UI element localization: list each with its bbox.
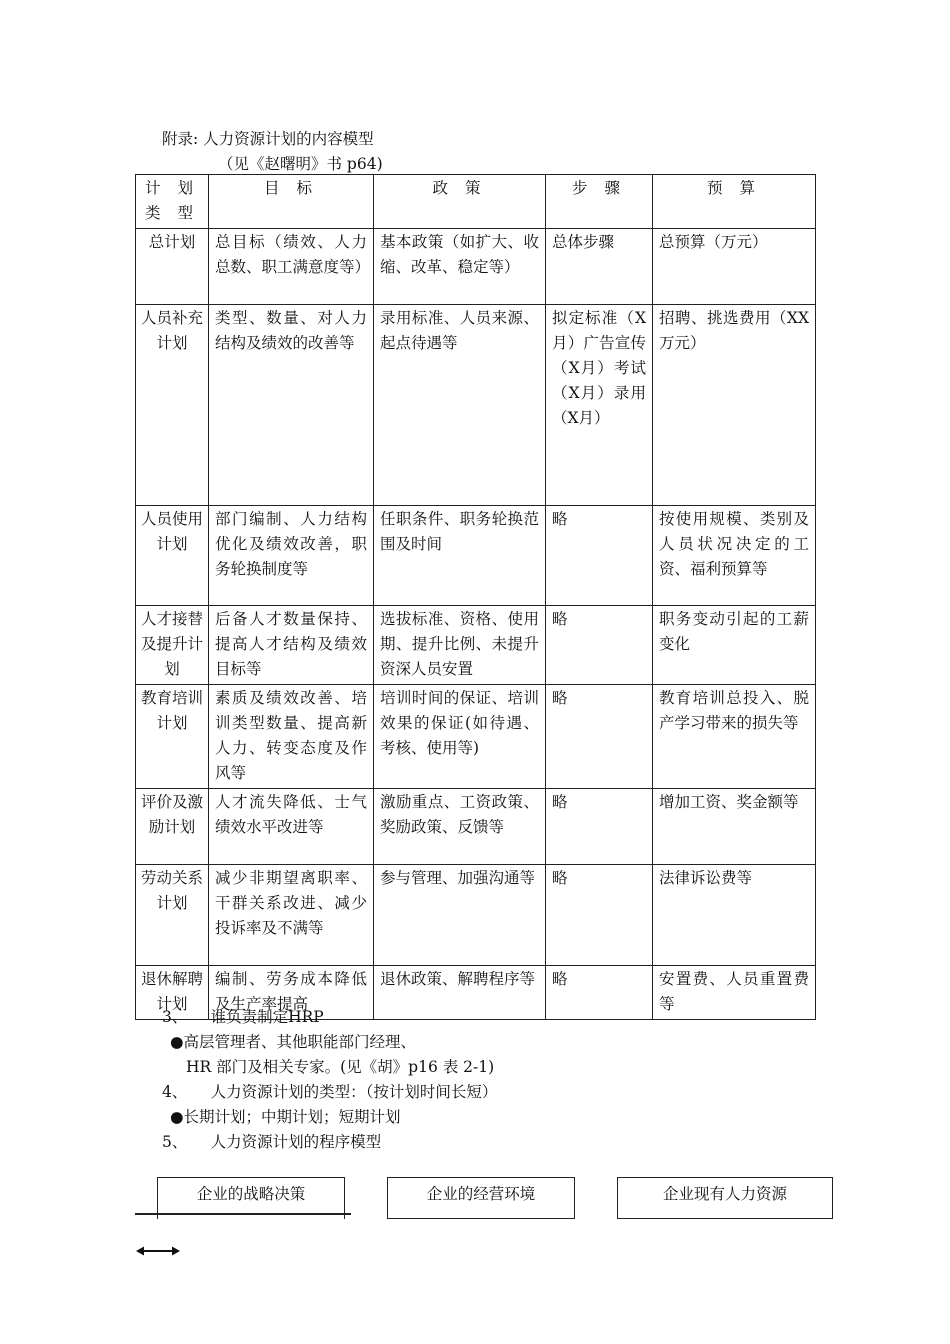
- cell-budget: 招聘、挑选费用（XX万元）: [653, 305, 816, 506]
- cell-policy: 基本政策（如扩大、收缩、改革、稳定等）: [374, 229, 546, 305]
- flow-box-current-hr: 企业现有人力资源: [617, 1177, 833, 1219]
- cell-budget: 教育培训总投入、脱产学习带来的损失等: [653, 685, 816, 789]
- cell-policy: 参与管理、加强沟通等: [374, 865, 546, 966]
- cell-policy: 培训时间的保证、培训效果的保证(如待遇、考核、使用等): [374, 685, 546, 789]
- header-goal: 目 标: [209, 175, 374, 229]
- flow-box-strategy: 企业的战略决策: [157, 1177, 345, 1219]
- cell-policy: 任职条件、职务轮换范围及时间: [374, 506, 546, 606]
- table-row: [136, 789, 816, 865]
- cell-steps: 略: [546, 865, 653, 966]
- cell-steps: 略: [546, 685, 653, 789]
- header-steps: 步 骤: [546, 175, 653, 229]
- cell-budget: 总预算（万元）: [653, 229, 816, 305]
- table-row: [136, 685, 816, 789]
- section-5-heading: 5、 人力资源计划的程序模型: [162, 1133, 382, 1151]
- cell-policy: 录用标准、人员来源、起点待遇等: [374, 305, 546, 506]
- plan-content-table: [135, 174, 816, 1020]
- doc-title: 附录: 人力资源计划的内容模型: [162, 130, 374, 148]
- cell-policy: 激励重点、工资政策、奖励政策、反馈等: [374, 789, 546, 865]
- cell-steps: 略: [546, 506, 653, 606]
- cell-goal: 总目标（绩效、人力总数、职工满意度等）: [209, 229, 374, 305]
- cell-plan-type: 总计划: [136, 229, 209, 305]
- cell-goal: 减少非期望离职率、干群关系改进、减少投诉率及不满等: [209, 865, 374, 966]
- cell-steps: 拟定标准（X月）广告宣传（X月）考试（X月）录用（X月）: [546, 305, 653, 506]
- section-3-heading: 3、 谁负责制定HRP: [162, 1008, 324, 1026]
- cell-plan-type: 教育培训计划: [136, 685, 209, 789]
- section-3-bullet-continued: HR 部门及相关专家。(见《胡》p16 表 2-1): [186, 1058, 495, 1076]
- header-budget: 预 算: [653, 175, 816, 229]
- cell-budget: 增加工资、奖金额等: [653, 789, 816, 865]
- cell-plan-type: 人才接替及提升计划: [136, 606, 209, 685]
- cell-budget: 安置费、人员重置费等: [653, 966, 816, 1020]
- flow-box-environment: 企业的经营环境: [387, 1177, 575, 1219]
- doc-subtitle: （见《赵曙明》书 p64): [218, 155, 383, 173]
- table-row: [136, 865, 816, 966]
- cell-budget: 按使用规模、类别及人员状况决定的工资、福利预算等: [653, 506, 816, 606]
- flow-connector-line: [135, 1213, 351, 1215]
- cell-goal: 类型、数量、对人力结构及绩效的改善等: [209, 305, 374, 506]
- cell-steps: 总体步骤: [546, 229, 653, 305]
- section-4-heading: 4、 人力资源计划的类型：（按计划时间长短）: [162, 1083, 498, 1101]
- cell-budget: 法律诉讼费等: [653, 865, 816, 966]
- cell-steps: 略: [546, 966, 653, 1020]
- section-4-bullet: ●长期计划；中期计划；短期计划: [170, 1108, 401, 1126]
- cell-goal: 人才流失降低、士气绩效水平改进等: [209, 789, 374, 865]
- cell-goal: 后备人才数量保持、提高人才结构及绩效目标等: [209, 606, 374, 685]
- header-policy: 政 策: [374, 175, 546, 229]
- table-row: [136, 229, 816, 305]
- header-plan-type: 计 划 类 型: [136, 175, 209, 229]
- double-arrow-icon: [136, 1244, 180, 1258]
- section-3-bullet: ●高层管理者、其他职能部门经理、: [170, 1033, 417, 1051]
- cell-steps: 略: [546, 606, 653, 685]
- table-row: [136, 305, 816, 506]
- cell-plan-type: 人员补充计划: [136, 305, 209, 506]
- table-header-row: [136, 175, 816, 229]
- cell-plan-type: 人员使用计划: [136, 506, 209, 606]
- cell-goal: 编制、劳务成本降低及生产率提高: [209, 966, 374, 1020]
- table-row: [136, 506, 816, 606]
- table-row: [136, 606, 816, 685]
- cell-goal: 素质及绩效改善、培训类型数量、提高新人力、转变态度及作风等: [209, 685, 374, 789]
- cell-policy: 退休政策、解聘程序等: [374, 966, 546, 1020]
- cell-steps: 略: [546, 789, 653, 865]
- cell-goal: 部门编制、人力结构优化及绩效改善，职务轮换制度等: [209, 506, 374, 606]
- cell-budget: 职务变动引起的工薪变化: [653, 606, 816, 685]
- cell-plan-type: 退休解聘计划: [136, 966, 209, 1020]
- cell-plan-type: 评价及激励计划: [136, 789, 209, 865]
- cell-plan-type: 劳动关系计划: [136, 865, 209, 966]
- cell-policy: 选拔标准、资格、使用期、提升比例、未提升资深人员安置: [374, 606, 546, 685]
